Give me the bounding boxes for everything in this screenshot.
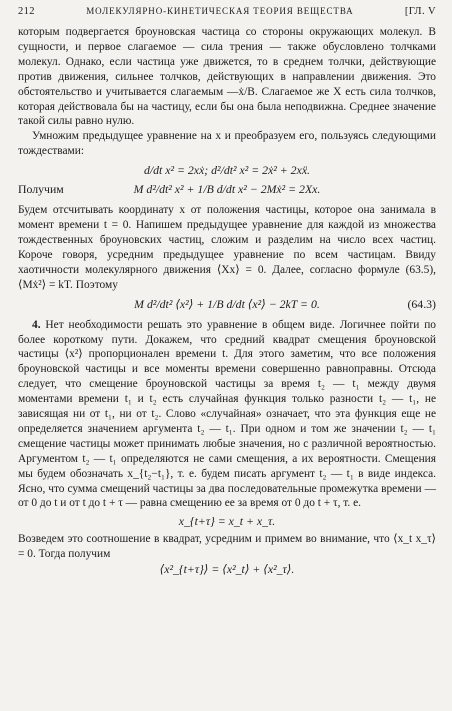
label-poluchim: Получим <box>18 182 64 197</box>
equation-sum: x_{t+τ} = x_t + x_τ. <box>178 514 276 529</box>
equation-square: ⟨x²_{t+τ}⟩ = ⟨x²_t⟩ + ⟨x²_τ⟩. <box>159 562 295 577</box>
equation-main <box>18 182 436 197</box>
equation-number: (64.3) <box>407 296 436 311</box>
page-number: 212 <box>18 6 35 17</box>
paragraph-3: Будем отсчитывать координату x от положения частицы, которое она занимала в момент времени t = 0. Напишем предыдущее уравнение для каждой из множества тождественных броуновских частиц, сложим и разделим на число всех частиц. Короче говоря, усредним предыдущее уравнение по всем частицам. Ввиду хаотичности молекулярного движения ⟨Xx⟩ = 0. Далее, согласно формуле (63.5), ⟨Mẋ²⟩ = kT. Поэтому <box>18 204 436 291</box>
paragraph-5: Возведем это соотношение в квадрат, усредним и примем во внимание, что ⟨x_t x_τ⟩ = 0. Тогда получим <box>18 533 436 561</box>
equation-average-body: M d²/dt² ⟨x²⟩ + 1/B d/dt ⟨x²⟩ − 2kT = 0. <box>134 296 320 311</box>
paragraph-1: которым подвергается броуновская частица со стороны окружающих молекул. В сущности, и первое слагаемое — сила трения — также обусловлено толчками молекул. Однако, если частица уже движется, то в среднем толчки, действующие против движения, сильнее толчков, действующих в направлении движения. Это обстоятельство и учитывается слагаемым —ẋ/B. Слагаемое же X есть сила толчков, которая действовала бы на частицу, если бы она была неподвижна. Среднее значение такой силы равно нулю. <box>18 26 436 128</box>
running-title: МОЛЕКУЛЯРНО-КИНЕТИЧЕСКАЯ ТЕОРИЯ ВЕЩЕСТВА <box>86 6 354 16</box>
paragraph-4 <box>18 318 436 512</box>
paragraph-2: Умножим предыдущее уравнение на x и преобразуем его, пользуясь следующими тождествами: <box>18 130 436 158</box>
equation-average <box>18 297 436 312</box>
section-number: 4. <box>32 318 41 331</box>
paragraph-4-text: Нет необходимости решать это уравнение в общем виде. Логичнее пойти по более короткому пути. Докажем, что средний квадрат смещения броуновской частицы ⟨x²⟩ пропорционален времени t. Для этого заметим, что все положения броуновской частицы и все моменты времени совершенно равноправны. Отсюда следует, что смещение броуновской частицы за время t₂ — t₁ между двумя моментами времени t₁ и t₂ есть случайная функция только разности t₂ — t₁, не зависящая ни от t₁, ни от t₂. Слово «случайная» означает, что эта функция еще не определяется значением аргумента t₂ — t₁. При одном и том же значении t₂ — t₁ смещение частицы может принимать любые значения, но с различной вероятностью. Аргументом t₂ — t₁ определяются не сами смещения, а их вероятности. Смещения мы будем обозначать x_{t₂−t₁}, т. е. будем писать аргумент t₂ — t₁ в виде индекса. Ясно, что сумма смещений частицы за два последовательные промежутка времени — от 0 до t и от t до t + τ — равна смещению ее за время от 0 до t + τ, т. е. <box>18 318 436 510</box>
chapter-label: [ГЛ. V <box>404 6 436 17</box>
equation-identities: d/dt x² = 2xẋ; d²/dt² x² = 2ẋ² + 2xẍ. <box>143 163 311 178</box>
equation-main-body: M d²/dt² x² + 1/B d/dt x² − 2Mẋ² = 2Xx. <box>133 182 321 197</box>
running-header <box>18 6 436 22</box>
